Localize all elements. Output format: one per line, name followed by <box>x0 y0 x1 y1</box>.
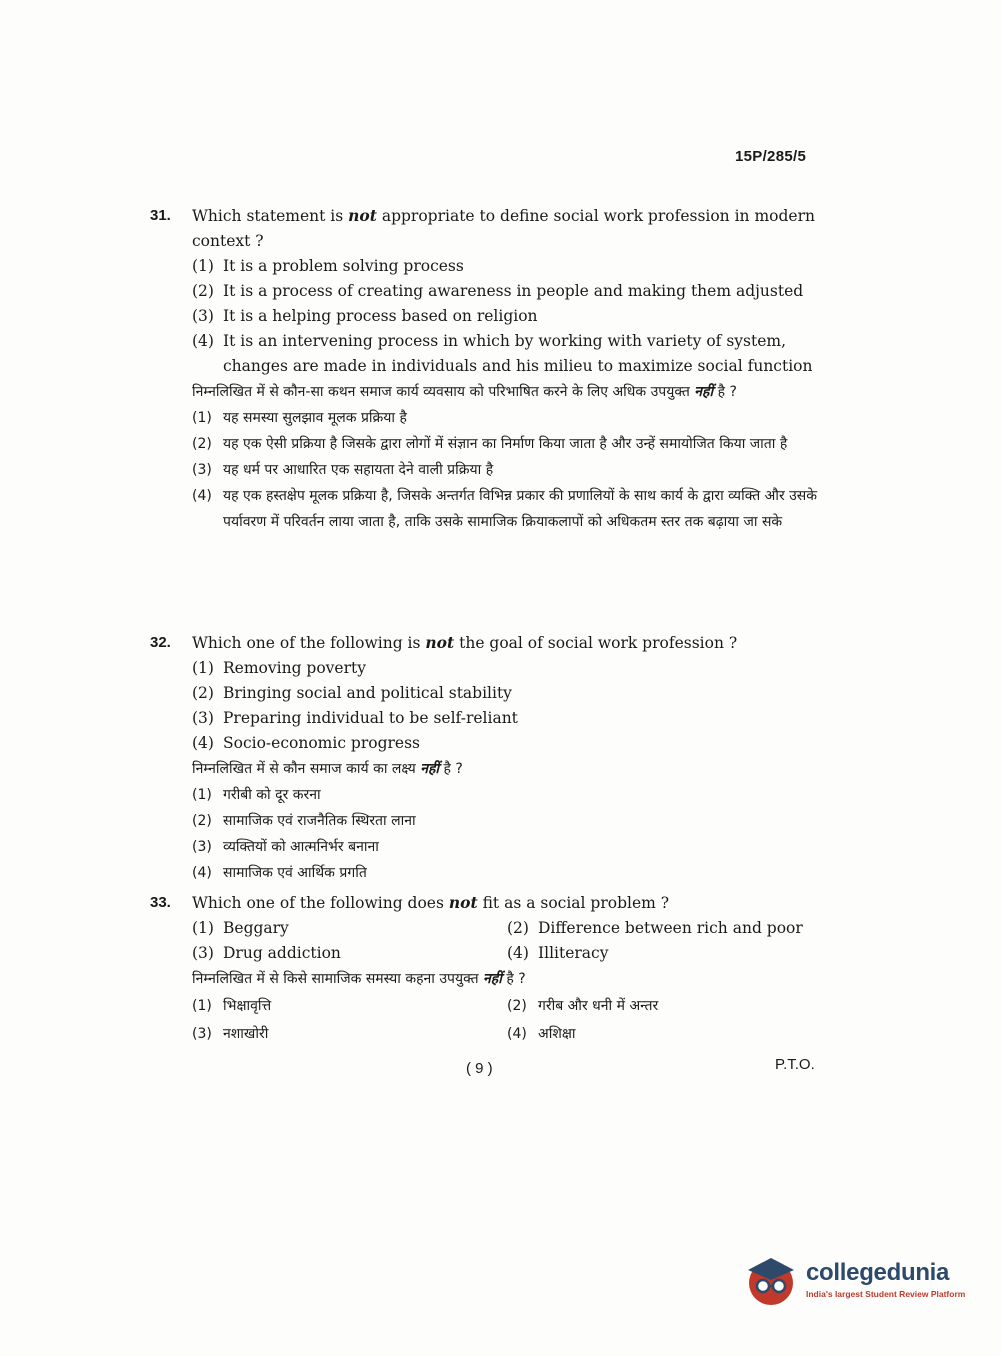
brand-tagline: India's largest Student Review Platform <box>806 1289 966 1299</box>
question-stem-hi: निम्नलिखित में से कौन-सा कथन समाज कार्य व्यवसाय को परिभाषित करने के लिए अधिक उपयुक्त नहीं है ? <box>192 384 737 400</box>
question-number: 32. <box>150 634 171 651</box>
option-item: (4) अशिक्षा <box>507 1026 576 1042</box>
question-stem-hi: निम्नलिखित में से किसे सामाजिक समस्या कहना उपयुक्त नहीं है ? <box>192 971 526 987</box>
option-item: (3) व्यक्तियों को आत्मनिर्भर बनाना <box>192 839 379 855</box>
option-item: (1) It is a problem solving process <box>192 257 464 275</box>
option-item: (2) गरीब और धनी में अन्तर <box>507 998 659 1014</box>
option-item: (3) It is a helping process based on religion <box>192 307 538 325</box>
option-item: (2) Difference between rich and poor <box>507 919 803 937</box>
option-item: (4) It is an intervening process in which by working with variety of system, changes are made in individuals and his milieu to maximize social function <box>192 332 813 375</box>
options-en <box>192 916 820 966</box>
option-item: (1) भिक्षावृत्ति <box>192 998 272 1014</box>
option-item: (1) Beggary <box>192 919 289 937</box>
collegedunia-logo-icon <box>742 1250 800 1308</box>
option-item: (3) Preparing individual to be self-reliant <box>192 709 518 727</box>
option-item: (2) It is a process of creating awareness in people and making them adjusted <box>192 282 804 300</box>
options-hi <box>192 405 820 535</box>
option-item: (3) Drug addiction <box>192 944 341 962</box>
options-en <box>192 656 820 756</box>
page-number: ( 9 ) <box>466 1060 493 1077</box>
brand-watermark <box>742 1250 965 1308</box>
paper-code: 15P/285/5 <box>735 148 807 165</box>
pto-label: P.T.O. <box>775 1056 815 1073</box>
options-hi <box>192 782 820 886</box>
question-stem-en: 33. Which one of the following does not fit as a social problem ? <box>150 890 820 916</box>
question-33 <box>150 890 820 1048</box>
option-item: (1) यह समस्या सुलझाव मूलक प्रक्रिया है <box>192 410 407 426</box>
option-item: (4) यह एक हस्तक्षेप मूलक प्रक्रिया है, जिसके अन्तर्गत विभिन्न प्रकार की प्रणालियों के साथ कार्य के द्वारा व्यक्ति और उसके पर्यावरण में परिवर्तन लाया जाता है, ताकि उसके सामाजिक क्रियाकलापों को अधिकतम स्तर तक बढ़ाया जा सके <box>192 488 818 530</box>
question-number: 33. <box>150 894 171 911</box>
question-number: 31. <box>150 207 171 224</box>
question-stem-en: 31. Which statement is not appropriate to define social work profession in modern context ? <box>150 203 820 254</box>
option-item: (4) Illiteracy <box>507 944 609 962</box>
option-item: (1) Removing poverty <box>192 659 366 677</box>
brand-name: collegedunia <box>806 1259 950 1286</box>
option-item: (3) नशाखोरी <box>192 1026 269 1042</box>
option-item: (4) Socio-economic progress <box>192 734 420 752</box>
option-item: (2) यह एक ऐसी प्रक्रिया है जिसके द्वारा लोगों में संज्ञान का निर्माण किया जाता है और उन्हें समायोजित किया जाता है <box>192 436 788 452</box>
question-stem-en: 32. Which one of the following is not the goal of social work profession ? <box>150 630 820 656</box>
option-item: (2) सामाजिक एवं राजनैतिक स्थिरता लाना <box>192 813 416 829</box>
question-32 <box>150 630 820 886</box>
option-item: (4) सामाजिक एवं आर्थिक प्रगति <box>192 865 367 881</box>
options-en <box>192 254 820 379</box>
option-item: (2) Bringing social and political stability <box>192 684 512 702</box>
question-stem-hi: निम्नलिखित में से कौन समाज कार्य का लक्ष्य नहीं है ? <box>192 761 463 777</box>
option-item: (1) गरीबी को दूर करना <box>192 787 321 803</box>
question-31 <box>150 203 820 535</box>
options-hi <box>192 992 820 1048</box>
option-item: (3) यह धर्म पर आधारित एक सहायता देने वाली प्रक्रिया है <box>192 462 494 478</box>
